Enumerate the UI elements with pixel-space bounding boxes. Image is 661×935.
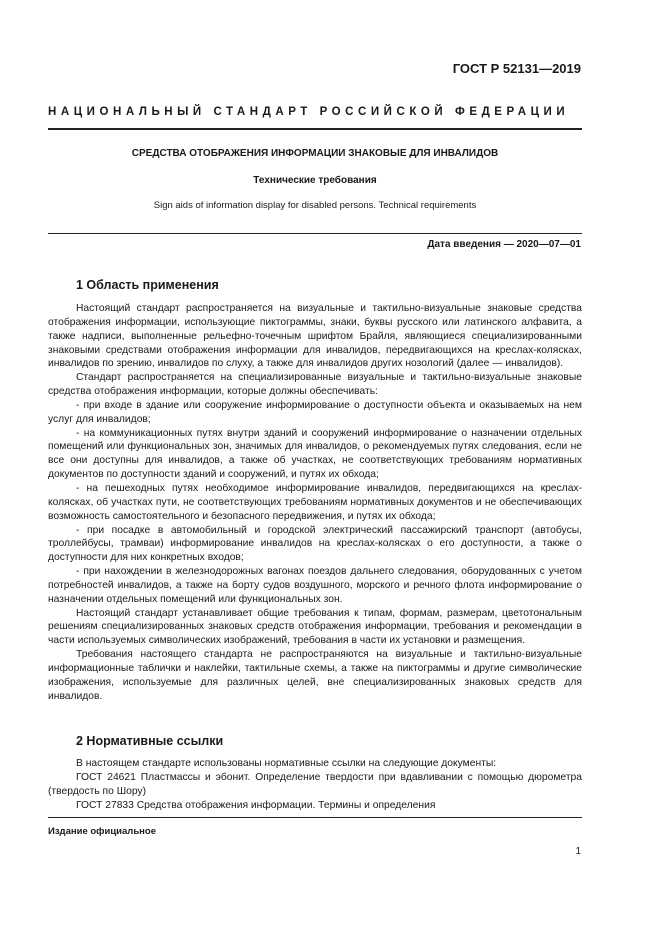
national-standard-banner: НАЦИОНАЛЬНЫЙ СТАНДАРТ РОССИЙСКОЙ ФЕДЕРАЦИИ [48, 106, 570, 118]
section-1-body [48, 302, 582, 703]
page-number: 1 [575, 846, 581, 857]
section-2-body [48, 757, 582, 812]
doc-subtitle: Технические требования [253, 175, 377, 186]
section-1-heading: 1 Область применения [76, 278, 219, 292]
doc-title-english: Sign aids of information display for disabled persons. Technical requirements [153, 200, 477, 211]
doc-code: ГОСТ Р 52131—2019 [452, 61, 581, 76]
paragraph: Настоящий стандарт распространяется на визуальные и тактильно-визуальные знаковые средства отображения информации, использующие пиктограммы, знаки, буквы русского или латинского алфавита, а также надписи, выполненные рельефно-точечным шрифтом Брайля, являющиеся специализированными знаковыми средствами отображения информации для инвалидов, передвигающихся на креслах-колясках, инвалидов по зрению, инвалидов по слуху, а также для инвалидов других нозологий (далее — инвалидов). [48, 303, 582, 370]
paragraph: ГОСТ 24621 Пластмассы и эбонит. Определение твердости при вдавливании с помощью дюрометра (твердость по Шору) [48, 771, 582, 797]
paragraph: - на пешеходных путях необходимое информирование инвалидов, передвигающихся на креслах-колясках, об участках пути, не соответствующих требованиям нормативных документов и не обеспечивающих возможность самостоятельного и безопасного передвижения, и путях их обхода; [48, 482, 582, 522]
edition-label: Издание официальное [48, 826, 156, 837]
paragraph: Требования настоящего стандарта не распространяются на визуальные и тактильно-визуальные информационные таблички и наклейки, тактильные схемы, а также на пиктограммы и другие символические изображения, используемые для различных целей, вне специализированных знаковых средств для инвалидов. [48, 649, 582, 702]
title-rule [48, 233, 582, 234]
header-rule [48, 128, 582, 130]
intro-date: Дата введения — 2020—07—01 [427, 239, 581, 250]
paragraph: - при нахождении в железнодорожных вагонах поездов дальнего следования, оборудованных с учетом потребностей инвалидов, а также на борту судов воздушного, морского и речного флота информирование о назначении отдельных помещений или функциональных зон. [48, 566, 582, 605]
doc-title: СРЕДСТВА ОТОБРАЖЕНИЯ ИНФОРМАЦИИ ЗНАКОВЫЕ ДЛЯ ИНВАЛИДОВ [131, 148, 499, 159]
paragraph: Настоящий стандарт устанавливает общие требования к типам, формам, размерам, цветотональным решениям специализированных знаковых средств отображения информации, требования и рекомендации в части используемых символических изображений, требования в части их установки и размещения. [48, 607, 582, 647]
paragraph: - при входе в здание или сооружение информирование о доступности объекта и оказываемых на нем услуг для инвалидов; [48, 399, 582, 425]
section-2-heading: 2 Нормативные ссылки [76, 734, 224, 748]
paragraph: Стандарт распространяется на специализированные визуальные и тактильно-визуальные знаковые средства отображения информации, которые должны обеспечивать: [48, 372, 582, 398]
paragraph: В настоящем стандарте использованы нормативные ссылки на следующие документы: [76, 758, 497, 769]
footer-rule [48, 817, 582, 818]
paragraph: - при посадке в автомобильный и городской электрический пассажирский транспорт (автобусы, троллейбусы, трамваи) информирование инвалидов на креслах-колясках о его доступности, а также о доступности для них конкретных входов; [48, 524, 582, 564]
paragraph: ГОСТ 27833 Средства отображения информации. Термины и определения [76, 799, 436, 811]
paragraph: - на коммуникационных путях внутри зданий и сооружений информирование о назначении отдельных помещений или функциональных зон, значимых для инвалидов, о рекомендуемых путях следования, если не все они доступны для инвалидов, а также об участках, не соответствующих требованиям нормативных документов по доступности зданий и сооружений, и путях их обхода; [48, 427, 582, 481]
